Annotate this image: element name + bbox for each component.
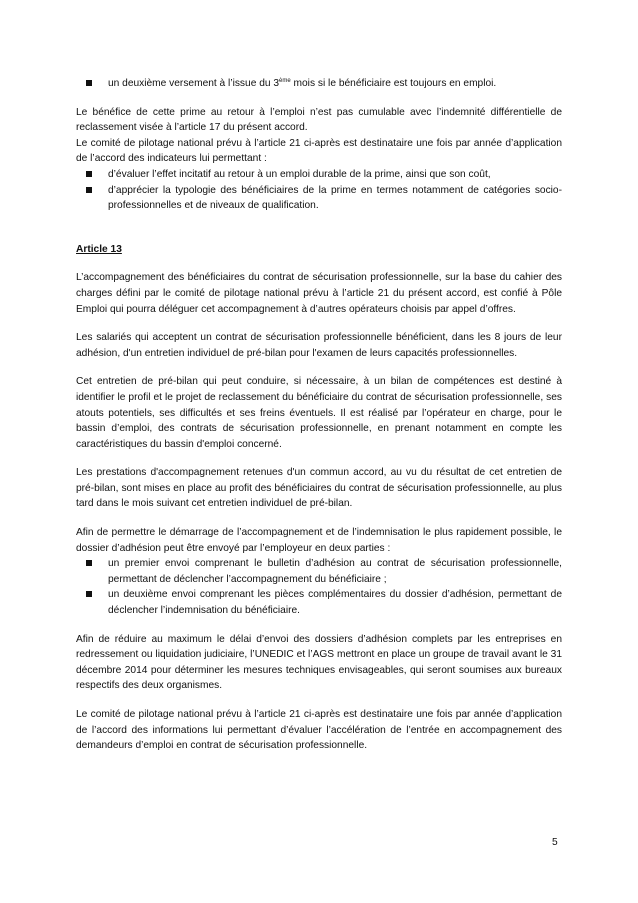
bullet-text: un deuxième envoi comprenant les pièces complémentaires du dossier d’adhésion, permettant de déclencher l’indemnisation du bénéficiaire.: [108, 589, 562, 617]
list-item: [76, 167, 562, 183]
list-item: [76, 587, 562, 618]
dossier-bullet-list: [76, 556, 562, 618]
bullet-text: d’évaluer l’effet incitatif au retour à un emploi durable de la prime, ainsi que son coût,: [108, 168, 491, 180]
square-bullet-icon: [86, 560, 92, 566]
bullet-text: un premier envoi comprenant le bulletin d’adhésion au contrat de sécurisation professionnelle, permettant de déclencher l’accompagnement du bénéficiaire ;: [108, 558, 562, 585]
page-number: 5: [552, 837, 558, 848]
list-item: [76, 76, 562, 92]
square-bullet-icon: [86, 187, 92, 193]
square-bullet-icon: [86, 591, 92, 597]
paragraph: Le comité de pilotage national prévu à l’article 21 ci-après est destinataire une fois par année d’application de l’accord des informations lui permettant d’évaluer l’accélération de l’entrée en accompagnement des demandeurs d’emploi en contrat de sécurisation professionnelle.: [76, 709, 562, 752]
top-bullet-list: [76, 76, 562, 92]
article-heading: Article 13: [76, 243, 122, 255]
square-bullet-icon: [86, 80, 92, 86]
paragraph: Le bénéfice de cette prime au retour à l’emploi n’est pas cumulable avec l’indemnité différentielle de reclassement visée à l’article 17 du présent accord.: [76, 106, 562, 134]
paragraph: Afin de permettre le démarrage de l’accompagnement et de l’indemnisation le plus rapidement possible, le dossier d’adhésion peut être envoyé par l’employeur en deux parties :: [76, 527, 562, 554]
paragraph: Les salariés qui acceptent un contrat de sécurisation professionnelle bénéficient, dans les 8 jours de leur adhésion, d'un entretien individuel de pré-bilan pour l'examen de leurs capacités professionnelles.: [76, 332, 562, 359]
paragraph: Afin de réduire au maximum le délai d’envoi des dossiers d’adhésion complets par les entreprises en redressement ou liquidation judiciaire, l’UNEDIC et l’AGS mettront en place un groupe de travail avant le 31 décembre 2014 pour déterminer les mesures techniques envisageables, qui seront soumises aux bureaux respectifs des deux organismes.: [76, 633, 562, 692]
bullet-text-after: mois si le bénéficiaire est toujours en emploi.: [290, 78, 497, 89]
list-item: [76, 183, 562, 214]
paragraph: Le comité de pilotage national prévu à l’article 21 ci-après est destinataire une fois par année d’application de l’accord des indicateurs lui permettant :: [76, 137, 562, 165]
document-page: [76, 76, 562, 754]
square-bullet-icon: [86, 171, 92, 177]
indicator-bullet-list: [76, 167, 562, 214]
ordinal-superscript: ème: [279, 78, 291, 84]
paragraph: Les prestations d'accompagnement retenues d'un commun accord, au vu du résultat de cet entretien de pré-bilan, sont mises en place au profit des bénéficiaires du contrat de sécurisation professionnelle, au plus tard dans le mois suivant cet entretien individuel de pré-bilan.: [76, 467, 562, 510]
bullet-text: d’apprécier la typologie des bénéficiaires de la prime en termes notamment de catégories socio-professionnelles et de niveaux de qualification.: [108, 184, 562, 212]
paragraph: L’accompagnement des bénéficiaires du contrat de sécurisation professionnelle, sur la base du cahier des charges défini par le comité de pilotage national prévu à l’article 21 du présent accord, est confié à Pôle Emploi qui pourra déléguer cet accompagnement à d’autres opérateurs choisis par appel d’offres.: [76, 272, 562, 315]
bullet-text-before: un deuxième versement à l’issue du 3: [108, 78, 280, 89]
paragraph: Cet entretien de pré-bilan qui peut conduire, si nécessaire, à un bilan de compétences est destiné à identifier le profil et le projet de reclassement du bénéficiaire du contrat de sécurisation professionnelle, ses atouts potentiels, ses difficultés et ses freins éventuels. Il est réalisé par l’opérateur en charge, pour le bassin d’emploi, des contrats de sécurisation professionnelle, en prenant notamment en compte les caractéristiques du bassin d'emploi concerné.: [76, 376, 562, 450]
list-item: [76, 556, 562, 587]
